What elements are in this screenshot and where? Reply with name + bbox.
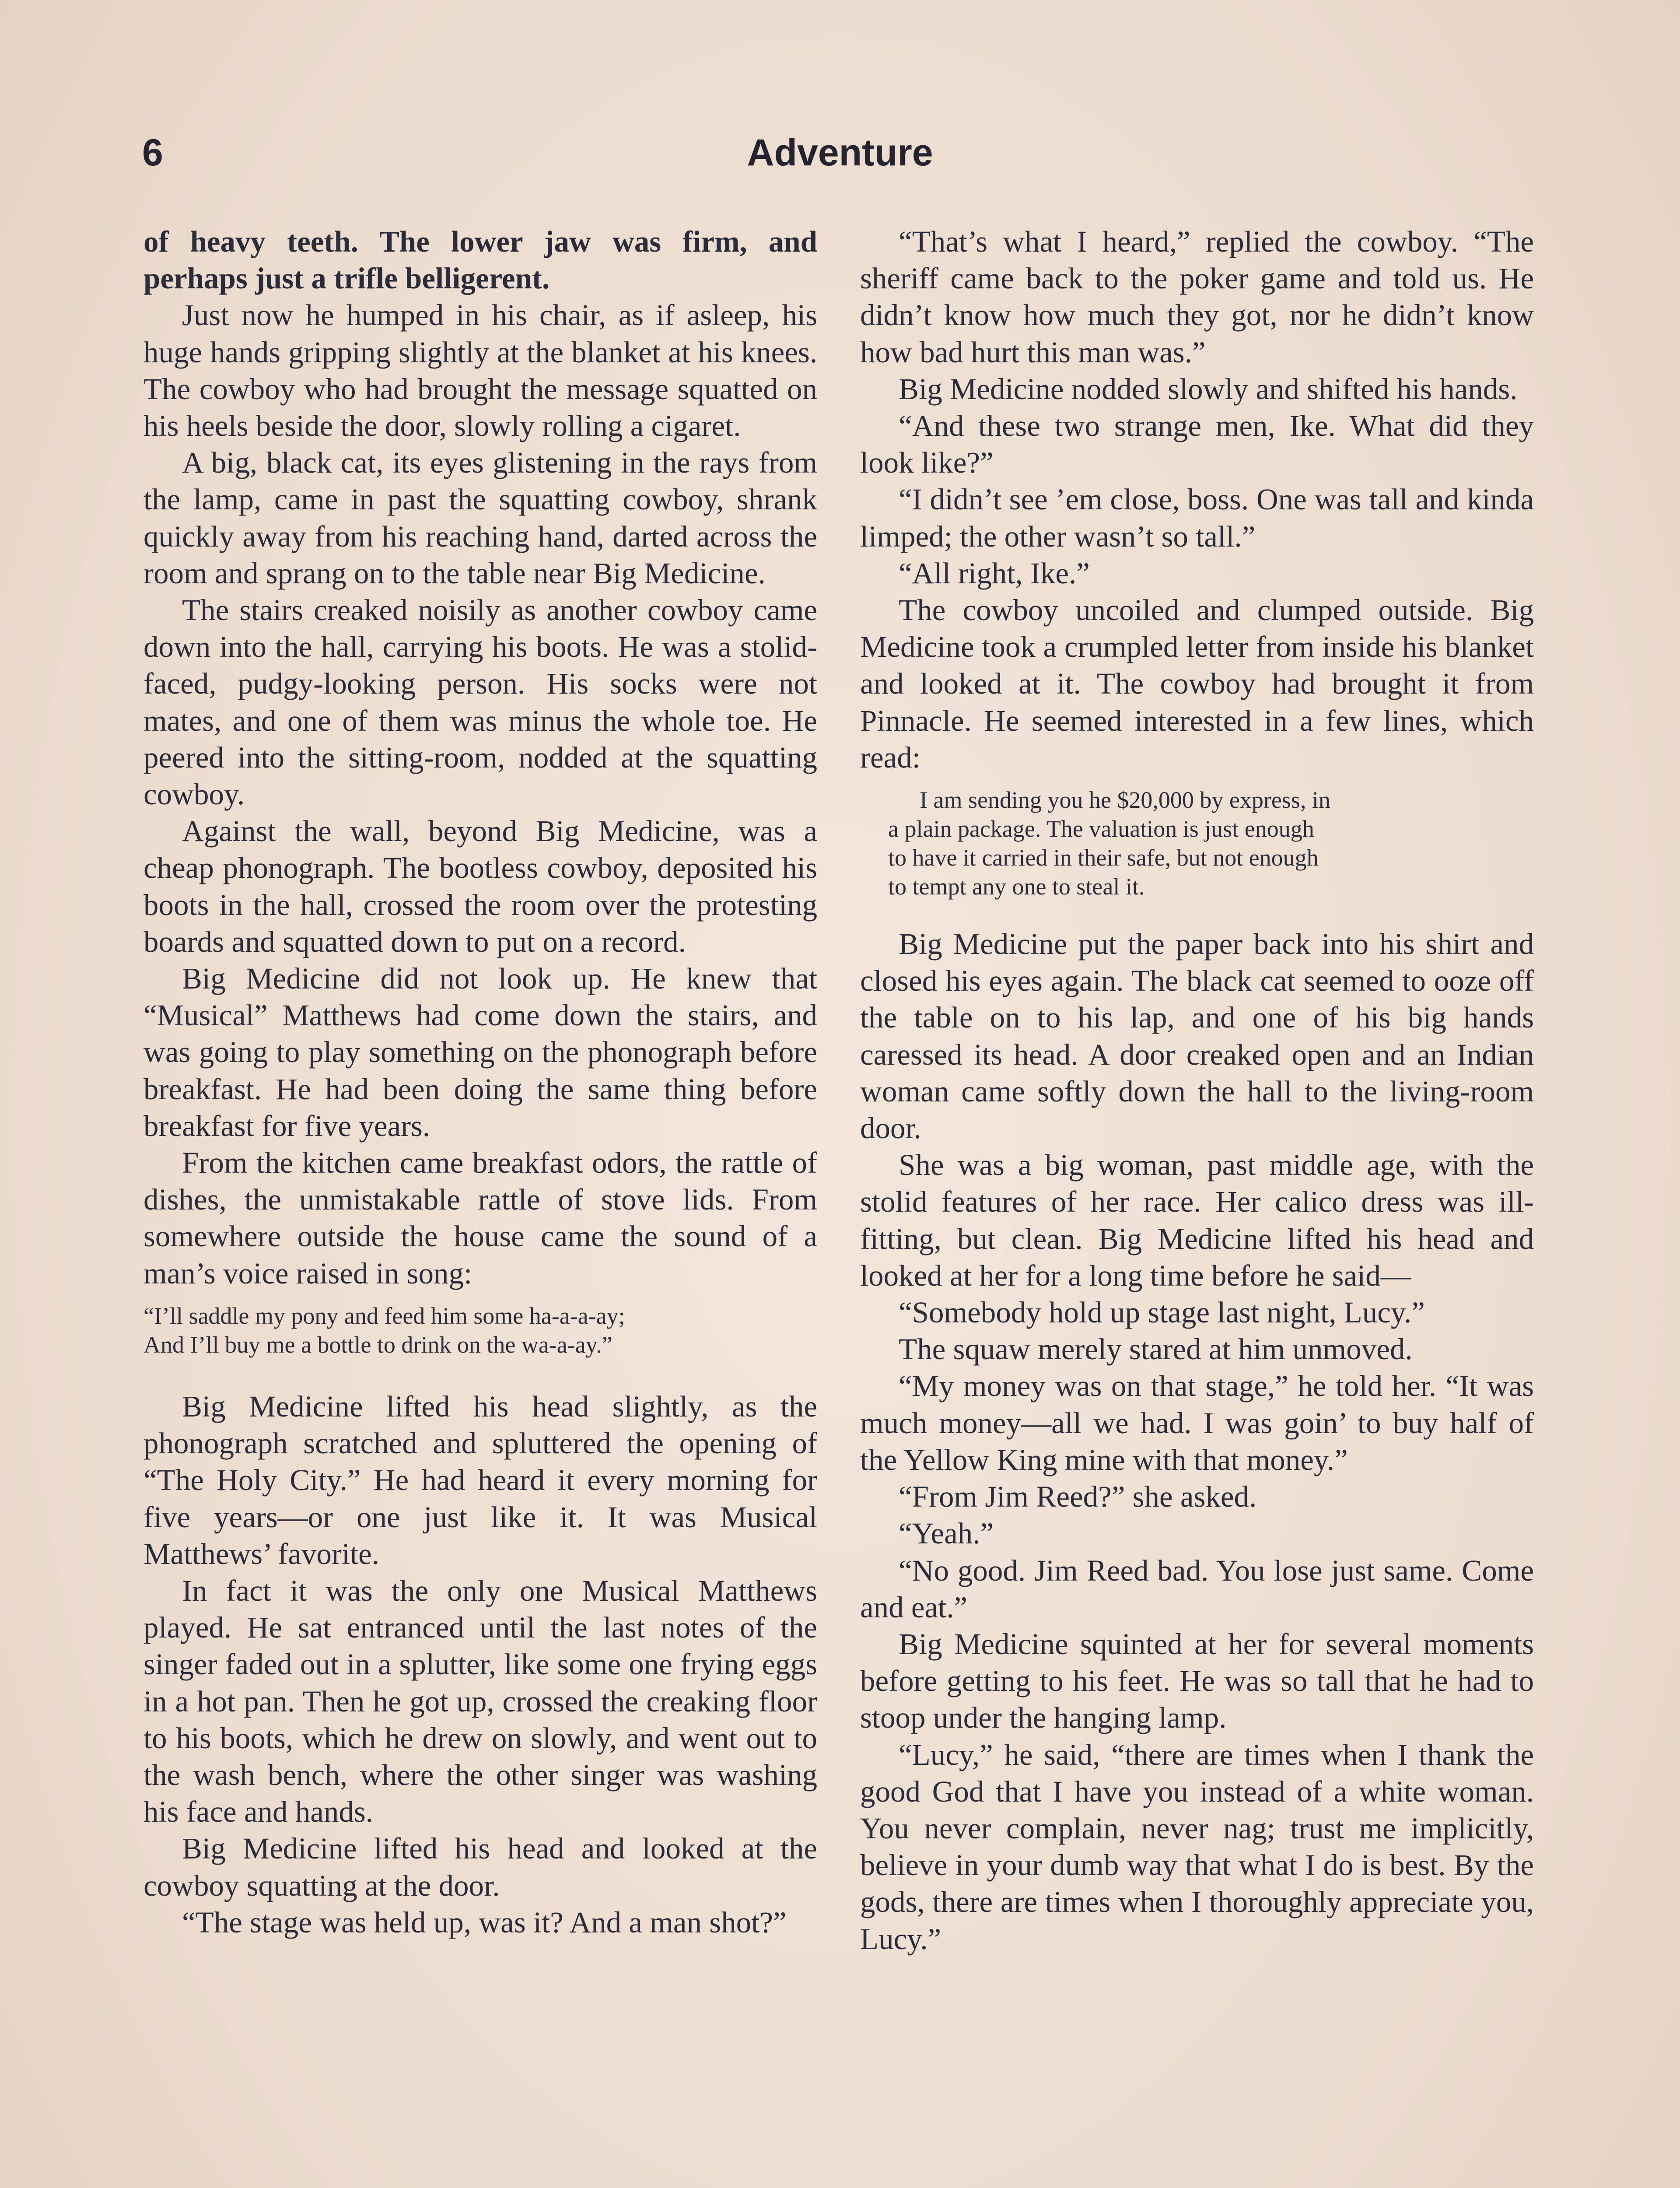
paragraph: “From Jim Reed?” she asked. — [899, 1480, 1257, 1514]
paragraph: “Yeah.” — [899, 1517, 994, 1550]
song-line: “I’ll saddle my pony and feed him some ha-a-a-ay; — [144, 1302, 625, 1329]
paragraph: “That’s what I heard,” replied the cowboy. “The sheriff came back to the poker game and told us. He didn’t know how much they got, nor he didn’t know how bad hurt this man was.” — [860, 225, 1534, 369]
page-number: 6 — [142, 132, 163, 174]
paragraph: The cowboy uncoiled and clumped outside. Big Medicine took a crumpled letter from inside his blanket and looked at it. The cowboy had brought it from Pinnacle. He seemed interested in a few lines, which read: — [860, 593, 1534, 774]
paragraph: “Somebody hold up stage last night, Lucy.” — [899, 1296, 1425, 1329]
paragraph: “No good. Jim Reed bad. You lose just same. Come and eat.” — [860, 1553, 1534, 1624]
song-line: And I’ll buy me a bottle to drink on the wa-a-ay.” — [144, 1331, 612, 1358]
paragraph: “My money was on that stage,” he told her. “It was much money—all we had. I was goin’ to buy half of the Yellow King mine with that money.” — [860, 1369, 1534, 1476]
song-quote — [144, 1301, 817, 1359]
letter-line: I am sending you he $20,000 by express, in — [920, 787, 1330, 813]
running-head-title: Adventure — [747, 132, 933, 174]
paragraph: In fact it was the only one Musical Matthews played. He sat entranced until the last notes of the singer faded out in a splutter, like some one frying eggs in a hot pan. Then he got up, crossed the creaking floor to his boots, which he drew on slowly, and went out to the wash bench, where the other singer was washing his face and hands. — [144, 1574, 817, 1829]
left-column — [144, 223, 817, 1941]
paragraph: Big Medicine did not look up. He knew that “Musical” Matthews had come down the stairs, and was going to play something on the phonograph before breakfast. He had been doing the same thing before breakfast for five years. — [144, 962, 817, 1143]
paragraph: “All right, Ike.” — [899, 556, 1090, 590]
paragraph: The stairs creaked noisily as another cowboy came down into the hall, carrying his boots. He was a stolid-faced, pudgy-looking person. His socks were not mates, and one of them was minus the whole toe. He peered into the sitting-room, nodded at the squatting cowboy. — [144, 593, 817, 811]
paragraph: “The stage was held up, was it? And a man shot?” — [182, 1905, 787, 1939]
paragraph: “I didn’t see ’em close, boss. One was tall and kinda limped; the other wasn’t so tall.” — [860, 483, 1534, 553]
paragraph: The squaw merely stared at him unmoved. — [899, 1332, 1413, 1366]
paragraph: of heavy teeth. The lower jaw was firm, and perhaps just a trifle belligerent. — [144, 225, 817, 295]
paragraph: From the kitchen came breakfast odors, the rattle of dishes, the unmistakable rattle of stove lids. From somewhere outside the house came the sound of a man’s voice raised in song: — [144, 1146, 817, 1290]
paragraph: She was a big woman, past middle age, with the stolid features of her race. Her calico dress was ill-fitting, but clean. Big Medicine lifted his head and looked at her for a long time before he said— — [860, 1148, 1534, 1292]
paragraph: Against the wall, beyond Big Medicine, was a cheap phonograph. The bootless cowboy, deposited his boots in the hall, crossed the room over the protesting boards and squatted down to put on a record. — [144, 814, 817, 958]
paragraph: Just now he humped in his chair, as if asleep, his huge hands gripping slightly at the blanket at his knees. The cowboy who had brought the message squatted on his heels beside the door, slowly rolling a cigaret. — [144, 298, 817, 443]
paragraph: Big Medicine squinted at her for several moments before getting to his feet. He was so tall that he had to stoop under the hanging lamp. — [860, 1627, 1534, 1735]
paragraph: A big, black cat, its eyes glistening in the rays from the lamp, came in past the squatting cowboy, shrank quickly away from his reaching hand, darted across the room and sprang on to the table near Big Medicine. — [144, 446, 817, 590]
paragraph: Big Medicine put the paper back into his shirt and closed his eyes again. The black cat seemed to ooze off the table on to his lap, and one of his big hands caressed its head. A door creaked open and an Indian woman came softly down the hall to the living-room door. — [860, 927, 1534, 1145]
paragraph: Big Medicine lifted his head slightly, as the phonograph scratched and spluttered the opening of “The Holy City.” He had heard it every morning for five years—or one just like it. It was Musical Matthews’ favorite. — [144, 1389, 817, 1571]
letter-line: to have it carried in their safe, but not enough — [888, 845, 1319, 871]
paragraph: “And these two strange men, Ike. What did they look like?” — [860, 409, 1534, 480]
letter-quote — [860, 785, 1534, 901]
letter-line: to tempt any one to steal it. — [888, 873, 1145, 900]
right-column — [860, 223, 1534, 1957]
paragraph: “Lucy,” he said, “there are times when I thank the good God that I have you instead of a white woman. You never complain, never nag; trust me implicitly, believe in your dumb way that what I do is best. By the gods, there are times when I thoroughly appreciate you, Lucy.” — [860, 1738, 1534, 1956]
paragraph: Big Medicine lifted his head and looked at the cowboy squatting at the door. — [144, 1832, 817, 1902]
paragraph: Big Medicine nodded slowly and shifted his hands. — [899, 372, 1518, 406]
letter-line: a plain package. The valuation is just enough — [888, 816, 1314, 842]
